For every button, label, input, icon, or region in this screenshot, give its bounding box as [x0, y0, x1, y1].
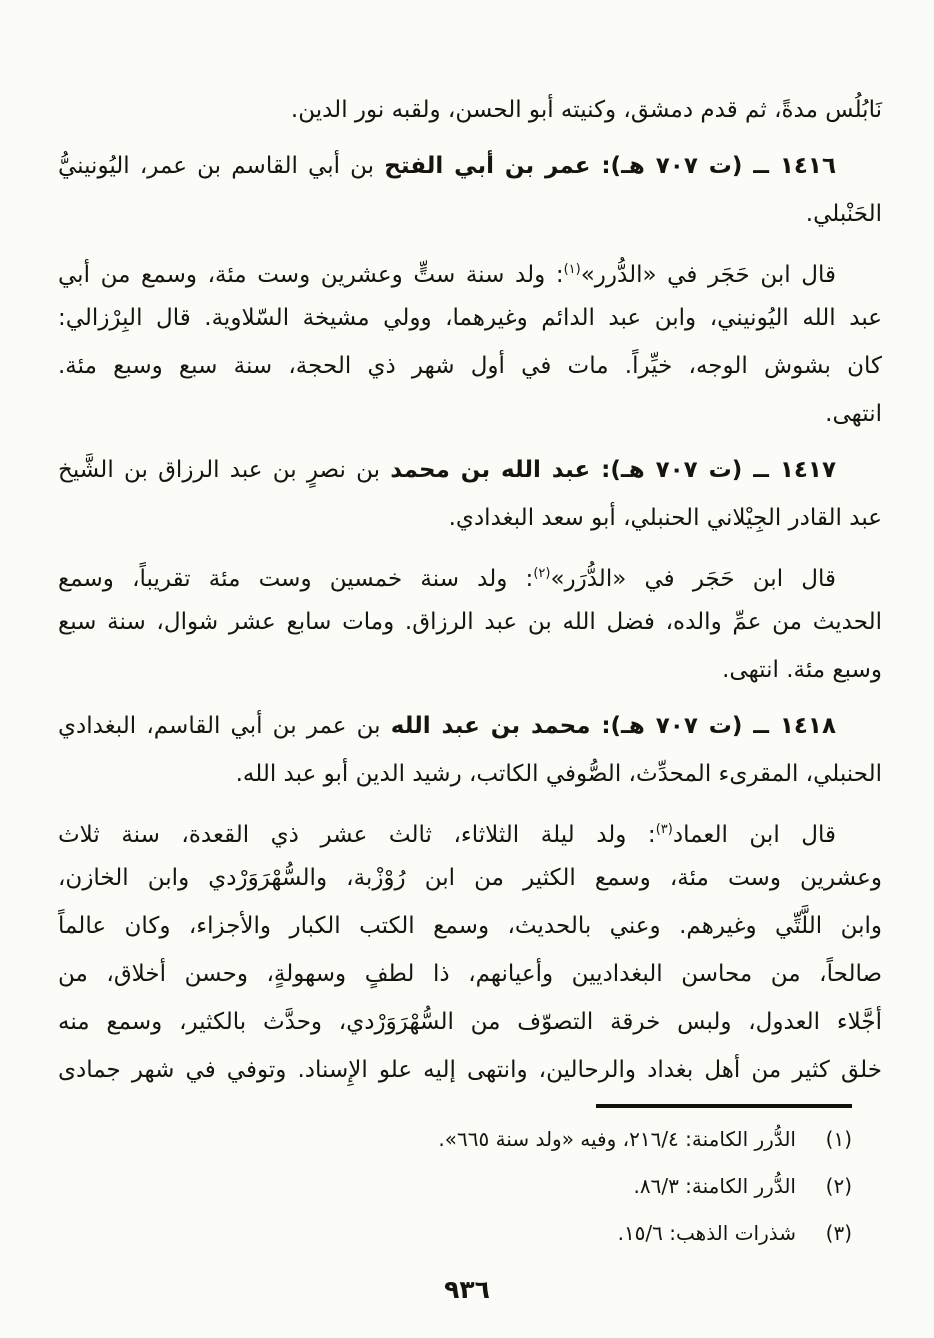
text-line: [58, 750, 882, 798]
text-segment: نَابُلُس مدةً، ثم قدم دمشق، وكنيته أبو الحسن، ولقبه نور الدين.: [290, 97, 882, 123]
text-segment: ١٤١٦ ــ (ت ٧٠٧ هـ): عمر بن أبي الفتح: [384, 153, 836, 179]
text-line: [58, 902, 882, 950]
text-line: [58, 550, 882, 598]
text-line: [58, 246, 882, 294]
text-line: [58, 950, 882, 998]
text-segment: انتهى.: [825, 401, 882, 427]
text-segment: صالحاً، من محاسن البغداديين وأعيانهم، ذا لطفٍ وسهولةٍ، وحسن أخلاق، من: [58, 961, 882, 987]
text-segment: بن أبي القاسم بن عمر، اليُونينيُّ: [58, 153, 385, 179]
text-segment: ١٤١٧ ــ (ت ٧٠٧ هـ): عبد الله بن محمد: [390, 457, 836, 483]
paragraph: [58, 246, 882, 438]
footnote-text: الدُّرر الكامنة: ٢١٦/٤، وفيه «ولد سنة ٦٦٥».: [438, 1127, 796, 1151]
footnotes: [196, 1104, 852, 1257]
text-segment: وسبع مئة. انتهى.: [722, 657, 882, 683]
text-segment: قال ابن حَجَر في «الدُّرر»: [580, 262, 836, 288]
text-line: [58, 342, 882, 390]
paragraph: [58, 86, 882, 134]
text-segment: كان بشوش الوجه، خيِّراً. مات في أول شهر ذي الحجة، سنة سبع وسبع مئة.: [58, 353, 882, 379]
text-line: [58, 854, 882, 902]
footnote-separator: [596, 1104, 852, 1108]
text-line: [58, 646, 882, 694]
text-line: [58, 998, 882, 1046]
footnote-text: شذرات الذهب: ١٥/٦.: [617, 1221, 796, 1245]
footnote-item: [196, 1116, 852, 1163]
text-segment: قال ابن حَجَر في «الدُّرَر»: [550, 566, 836, 592]
text-segment: عبد الله اليُونيني، وابن عبد الدائم وغيرهما، وولي مشيخة السّلاوية. قال البِرْزالي:: [58, 305, 882, 331]
text-line: [58, 702, 882, 750]
entry-heading: [58, 446, 882, 542]
text-line: [58, 142, 882, 190]
entry-heading: [58, 702, 882, 798]
text-line: [58, 598, 882, 646]
text-line: [58, 806, 882, 854]
footnote-marker: (١): [825, 1127, 852, 1151]
text-segment: : ولد سنة ستٍّ وعشرين وست مئة، وسمع من أبي: [58, 262, 564, 288]
footnote-item: [196, 1163, 852, 1210]
paragraph: [58, 550, 882, 694]
text-line: [58, 494, 882, 542]
text-line: [58, 446, 882, 494]
paragraph: [58, 806, 882, 1094]
footnote-marker: (٣): [825, 1221, 852, 1245]
footnote-ref: (٢): [533, 566, 551, 581]
text-segment: الحنبلي، المقرىء المحدِّث، الصُّوفي الكاتب، رشيد الدين أبو عبد الله.: [235, 761, 882, 787]
text-segment: خلق كثير من أهل بغداد والرحالين، وانتهى إليه علو الإِسناد. وتوفي في شهر جمادى: [58, 1057, 882, 1083]
footnote-item: [196, 1210, 852, 1257]
text-segment: قال ابن العماد: [672, 822, 836, 848]
text-column: [58, 86, 882, 1094]
footnote-marker: (٢): [825, 1174, 852, 1198]
text-segment: عبد القادر الجِيْلاني الحنبلي، أبو سعد البغدادي.: [448, 505, 882, 531]
text-segment: بن عمر بن أبي القاسم، البغدادي: [58, 713, 391, 739]
footnote-ref: (٣): [655, 822, 673, 837]
footnote-ref: (١): [563, 262, 581, 277]
text-line: [58, 86, 882, 134]
text-segment: الحديث من عمِّ والده، فضل الله بن عبد الرزاق. ومات سابع عشر شوال، سنة سبع: [58, 609, 882, 635]
text-segment: : ولد سنة خمسين وست مئة تقريباً، وسمع: [58, 566, 534, 592]
entry-heading: [58, 142, 882, 238]
text-segment: الحَنْبلي.: [805, 201, 882, 227]
text-segment: : ولد ليلة الثلاثاء، ثالث عشر ذي القعدة، سنة ثلاث: [58, 822, 656, 848]
text-segment: أجَّلاء العدول، ولبس خرقة التصوّف من السُّهْرَوَرْدي، وحدَّث بالكثير، وسمع منه: [58, 1009, 882, 1035]
page-number: ٩٣٦: [444, 1275, 490, 1304]
text-segment: بن نصرٍ بن عبد الرزاق بن الشَّيخ: [58, 457, 391, 483]
text-line: [58, 1046, 882, 1094]
text-line: [58, 390, 882, 438]
text-segment: وابن اللَّتِّي وغيرهم. وعني بالحديث، وسمع الكتب الكبار والأجزاء، وكان عالماً: [58, 913, 882, 939]
text-segment: ١٤١٨ ــ (ت ٧٠٧ هـ): محمد بن عبد الله: [390, 713, 837, 739]
text-line: [58, 190, 882, 238]
footnote-list: [196, 1116, 852, 1257]
footnote-text: الدُّرر الكامنة: ٨٦/٣.: [633, 1174, 796, 1198]
text-line: [58, 294, 882, 342]
text-segment: وعشرين وست مئة، وسمع الكثير من ابن رُوْزْبة، والسُّهْرَوَرْدي وابن الخازن،: [58, 865, 882, 891]
